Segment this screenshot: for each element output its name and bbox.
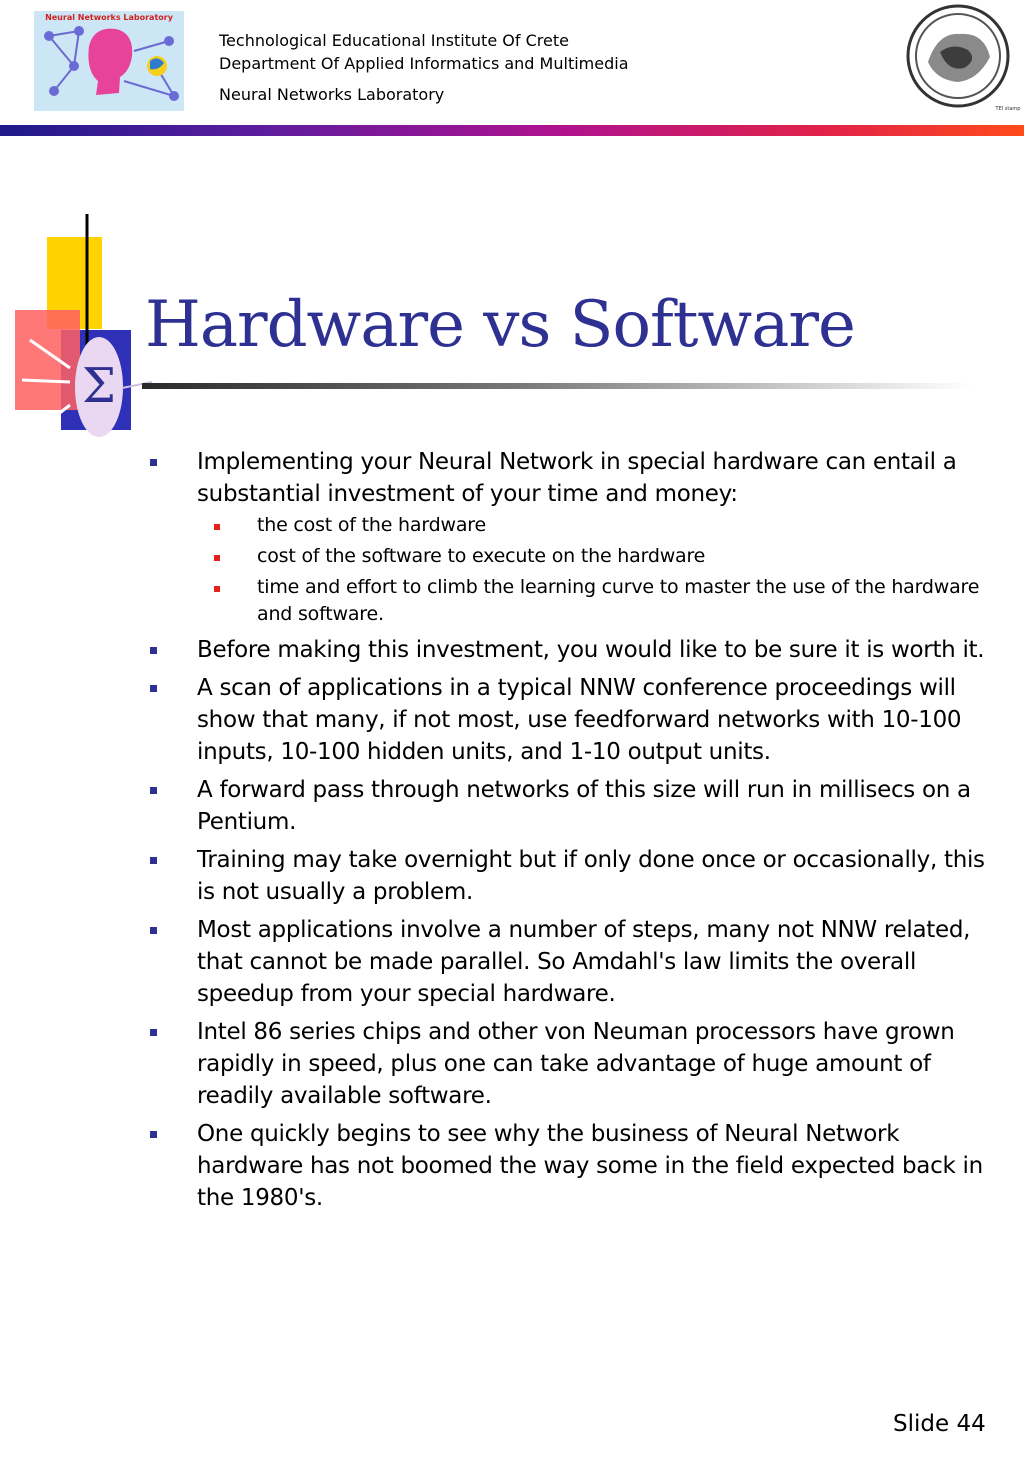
bullet-item <box>145 634 1000 666</box>
svg-text:Σ: Σ <box>82 358 116 414</box>
sub-bullet-text: time and effort to climb the learning curve to master the use of the hardware and software. <box>257 576 980 625</box>
bullet-item <box>145 672 1000 768</box>
bullet-marker-icon <box>150 459 157 466</box>
bullet-text: One quickly begins to see why the business of Neural Network hardware has not boomed the way some in the field expected back in the 1980's. <box>197 1121 983 1211</box>
bullet-text: Before making this investment, you would like to be sure it is worth it. <box>197 637 985 663</box>
bullet-list <box>145 446 1000 1220</box>
bullet-marker-icon <box>150 1029 157 1036</box>
bullet-marker-icon <box>150 927 157 934</box>
slide-number: Slide 44 <box>893 1411 986 1437</box>
bullet-text: Intel 86 series chips and other von Neuman processors have grown rapidly in speed, plus one can take advantage of huge amount of readily available software. <box>197 1019 955 1109</box>
bullet-marker-icon <box>150 857 157 864</box>
department-name: Department Of Applied Informatics and Multimedia <box>219 54 629 73</box>
sub-bullet-text: cost of the software to execute on the hardware <box>257 545 706 567</box>
bullet-marker-icon <box>150 647 157 654</box>
bullet-item <box>145 1016 1000 1112</box>
sub-bullet-text: the cost of the hardware <box>257 514 486 536</box>
bullet-item <box>145 446 1000 628</box>
bullet-marker-icon <box>150 685 157 692</box>
seal-caption: TEI stamp <box>995 106 1021 112</box>
header-gradient-bar <box>0 125 1024 136</box>
sub-bullet-marker-icon <box>214 586 220 592</box>
bullet-item <box>145 774 1000 838</box>
bullet-text: A forward pass through networks of this size will run in millisecs on a Pentium. <box>197 777 971 835</box>
sub-bullet-marker-icon <box>214 524 220 530</box>
bullet-text: A scan of applications in a typical NNW conference proceedings will show that many, if not most, use feedforward networks with 10-100 inputs, 10-100 hidden units, and 1-10 output units. <box>197 675 962 765</box>
sub-bullet-marker-icon <box>214 555 220 561</box>
bullet-marker-icon <box>150 1131 157 1138</box>
institute-name: Technological Educational Institute Of Crete <box>219 31 569 50</box>
bullet-item <box>145 914 1000 1010</box>
bullet-text: Implementing your Neural Network in special hardware can entail a substantial investment of your time and money: <box>197 449 957 507</box>
bullet-text: Most applications involve a number of steps, many not NNW related, that cannot be made parallel. So Amdahl's law limits the overall speedup from your special hardware. <box>197 917 971 1007</box>
institute-seal-logo <box>898 2 1022 114</box>
bullet-marker-icon <box>150 787 157 794</box>
bullet-item <box>145 1118 1000 1214</box>
slide-title: Hardware vs Software <box>145 288 855 362</box>
bullet-item <box>145 844 1000 908</box>
bullet-text: Training may take overnight but if only done once or occasionally, this is not usually a problem. <box>197 847 985 905</box>
sigma-decoration-icon <box>10 210 160 440</box>
sub-bullet-item <box>197 512 1000 539</box>
sub-bullet-item <box>197 543 1000 570</box>
lab-name: Neural Networks Laboratory <box>219 85 445 104</box>
neural-networks-lab-logo <box>34 11 184 111</box>
title-underline <box>142 383 972 389</box>
sub-bullet-item <box>197 574 1000 628</box>
logo-caption: Neural Networks Laboratory <box>45 13 173 22</box>
sub-bullet-list <box>197 512 1000 628</box>
